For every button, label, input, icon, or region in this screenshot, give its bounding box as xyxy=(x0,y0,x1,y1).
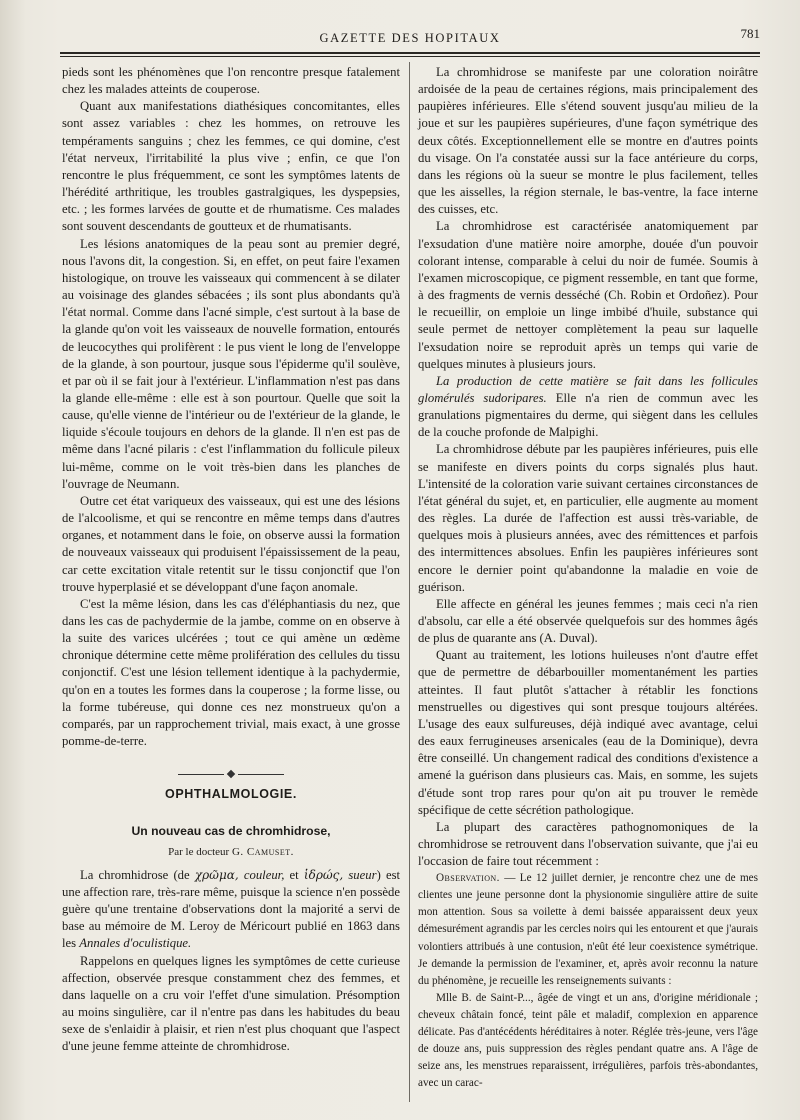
italic-word: sueur xyxy=(348,867,377,882)
paragraph: La plupart des caractères pathognomoniques de la chromhidrose se retrouvent dans l'observation suivante, que j'ai eu l'occasion de faire tout récemment : xyxy=(418,819,758,869)
paragraph: Outre cet état variqueux des vaisseaux, qui est une des lésions de l'alcoolisme, et qui se rencontre en même temps dans d'autres organes, et notamment dans le foie, on observe aussi la formation de nouveaux vaisseaux qui produisent l'épaississement de la peau, car cette excitation vitale retentit sur le tissu conjonctif que l'on trouve hyperplasié et se développant d'une façon anomale. xyxy=(62,493,400,594)
header-rule-thin xyxy=(60,56,760,57)
greek-word: ἱδρώς, xyxy=(303,867,344,882)
paragraph: La chromhidrose est caractérisée anatomiquement par l'exsudation d'une matière noire amorphe, douée d'un pouvoir colorant intense, comparable à celui du noir de fumée. Soumis à l'examen microscopique, ce pigment ressemble, en tant que forme, à des fragments de vernis desséché (Ch. Robin et Ordoñez). Pour le recueillir, on emploie un linge imbibé d'huile, substance qui seule permet de nettoyer complètement la peau sur laquelle l'exsudation noire se reproduit après un temps qui varie de quelques minutes à plusieurs jours. xyxy=(418,219,758,371)
paragraph xyxy=(418,373,758,442)
text-run: ) est une affection rare, très-rare même, puisque la science n'en possède guère qu'une trentaine d'observations dont la majorité a servi de base au mémoire de M. Leroy de Méricourt publié en 1863 dans les xyxy=(62,867,401,951)
observation-label: Observation. xyxy=(436,872,500,885)
paragraph xyxy=(62,867,400,953)
byline-author: G. Camuset. xyxy=(231,845,294,858)
page-number: 781 xyxy=(740,26,760,41)
observation-paragraph: Mlle B. de Saint-P..., âgée de vingt et un ans, d'origine méridionale ; cheveux châtain foncé, teint pâle et maladif, complexion en apparence délicate. Pas d'antécédents héréditaires à noter. Réglée très-jeune, vers l'âge de douze ans, puis suppression des règles pendant quatre ans. A l'âge de seize ans, les menstrues reparaissent, irrégulières, parfois très-abondantes, avec un carac- xyxy=(418,991,758,1089)
italic-word: couleur, xyxy=(243,867,285,882)
paragraph: C'est la même lésion, dans les cas d'éléphantiasis du nez, que dans les cas de pachydermie de la jambe, comme on en observe à la suite des varices ulcérées ; tout ce qui amène un œdème chronique détermine cette même prolifération des cellules du tissu conjonctif. C'est une lésion tellement identique à la pachydermie, qu'on en a toutes les formes dans la couperose ; la forme lisse, ou la forme tubéreuse, qui donne ces nez monstrueux qu'on a comparés, par un rapprochement trivial, mais exact, à une grosse pomme-de-terre. xyxy=(62,596,400,749)
paragraph: Rappelons en quelques lignes les symptômes de cette curieuse affection, observée presque constamment chez des femmes, et dans laquelle on a cru voir l'effet d'une simulation. Présomption au moins singulière, car il n'entre pas dans les habitudes du beau sexe de s'enlaidir à plaisir, et rien n'est plus choquant que l'aspect d'une jeune femme atteinte de chromhidrose. xyxy=(62,953,400,1054)
journal-title: GAZETTE DES HOPITAUX xyxy=(319,31,501,45)
paragraph: La chromhidrose débute par les paupières inférieures, puis elle se manifeste en divers points du corps signalés plus haut. L'intensité de la coloration varie suivant certaines circonstances de l'état général du sujet, et, en particulier, elle augmente au moment des règles. La durée de l'affection est aussi très-variable, de quelques mois à plusieurs années, avec des rémittences et parfois des intermittences absolues. Enfin les paupières inférieures sont encore le dernier point qu'abandonne la maladie en voie de guérison. xyxy=(418,442,758,594)
page-header xyxy=(60,26,760,48)
text-run: Elle n'a rien de commun avec les granulations pigmentaires du derme, qui siègent dans les cellules de la couche profonde de Malpighi. xyxy=(418,390,759,440)
paragraph: La chromhidrose se manifeste par une coloration noirâtre ardoisée de la peau de certaines régions, mais principalement des paupières inférieures. Elle s'étend souvent jusqu'au milieu de la joue et sur les paupières supérieures, d'une façon symétrique des deux côtés. Exceptionnellement elle se montre en d'autres points du visage. On l'a constatée aussi sur la face antérieure du corps, dans les régions où la sueur se montre le plus facilement, telles que les aisselles, la région sternale, le bas-ventre, la face interne des cuisses, etc. xyxy=(418,65,758,217)
paragraph: Les lésions anatomiques de la peau sont au premier degré, nous l'avons dit, la congestion. Si, en effet, on peut faire l'examen histologique, on trouve les vaisseaux qui commencent à se dilater au voisinage des glandes sébacées ; ils sont plus abondants qu'à l'état normal. Comme dans l'acné simple, c'est surtout à la base de la glande qu'on voit les vaisseaux de nouvelle formation, entourés de leucocythes qui prolifèrent : le pus vient le long de l'enveloppe de la glande, à son pourtour, jusque sous l'épiderme qu'il soulève, et par où il se fait jour à l'extérieur. L'inflammation n'est pas dans la glande elle-même : elle est à son pourtour. Quelle que soit la cause, qu'elle vienne de l'intérieur ou de l'extérieur de la glande, le liquide s'écoule toujours en dehors de la glande. Il n'en est pas de même dans l'acné pilaris : c'est l'inflammation du follicule pileux lui-même, comme on le voit très-bien dans les planches de l'ouvrage de Neumann. xyxy=(62,236,400,491)
observation-paragraph xyxy=(418,870,758,989)
italic-sentence: La production de cette matière se fait dans les follicules glomérulés sudoripares. xyxy=(418,373,758,405)
article-title: Un nouveau cas de chromhidrose, xyxy=(131,824,331,839)
paragraph: pieds sont les phénomènes que l'on rencontre presque fatalement chez les malades atteints de couperose. xyxy=(62,65,400,97)
section-title: OPHTHALMOLOGIE. xyxy=(165,787,297,802)
section-ornament xyxy=(62,765,400,773)
right-column xyxy=(418,64,758,1092)
paragraph: Quant au traitement, les lotions huileuses n'ont d'autre effet que de permettre de débarbouiller momentanément les parties atteintes. Il faut plutôt s'attacher à rétablir les fonctions menstruelles ou digestives qui sont presque toujours altérées. L'usage des eaux sulfureuses, déjà indiqué avec avantage, celui des eaux ferrugineuses arsenicales (eau de la Dominique), devra être conseillé. Un changement radical des conditions d'existence a amené la guérison dans plusieurs cas. Mais, en somme, les sujets d'étude sont trop rares pour qu'on ait pu trouver le remède spécifique de cette sécrétion pathologique. xyxy=(418,648,758,817)
observation-block xyxy=(418,870,758,1092)
paragraph: Quant aux manifestations diathésiques concomitantes, elles sont assez variables : chez les hommes, on retrouve les tempéraments sanguins ; chez les femmes, ce qui domine, c'est l'état nerveux, l'irritabilité la plus vive ; enfin, ce que l'on rencontre le plus fréquemment, ce sont les symptômes latents de l'hérédité arthritique, les troubles gastralgiques, les dyspepsies, etc. ; les formes larvées de goutte et de rhumatisme. Ces malades sont souvent descendants de goutteux et de rhumatisants. xyxy=(62,99,400,234)
text-run: — Le 12 juillet dernier, je rencontre chez une de mes clientes une jeune personne dont la physionomie singulière attire de suite mon attention. Sous sa voilette à demi baissée apparaissent deux yeux démesurément agrandis par les cercles noirs qui les entourent et que j'aurais volontiers attribués à une contusion, n'eût été leur coexistence symétrique. Je demande la permission de l'examiner, et, après avoir reconnu la nature du phénomène, je recueille les renseignements suivants : xyxy=(418,872,759,987)
italic-journal-title: Annales d'oculistique. xyxy=(79,936,192,951)
byline-prefix: Par le docteur xyxy=(168,845,230,858)
left-column xyxy=(62,64,400,1055)
column-divider xyxy=(409,62,410,1102)
text-run: La chromhidrose (de xyxy=(80,867,190,882)
greek-word: χρῶμα, xyxy=(194,867,239,882)
text-run: et xyxy=(289,867,299,882)
header-rule xyxy=(60,52,760,54)
paragraph: Elle affecte en général les jeunes femmes ; mais ceci n'a rien d'absolu, car elle a été observée quelquefois sur des hommes âgés de plus de quarante ans (A. Duval). xyxy=(418,596,758,646)
byline xyxy=(62,844,400,861)
